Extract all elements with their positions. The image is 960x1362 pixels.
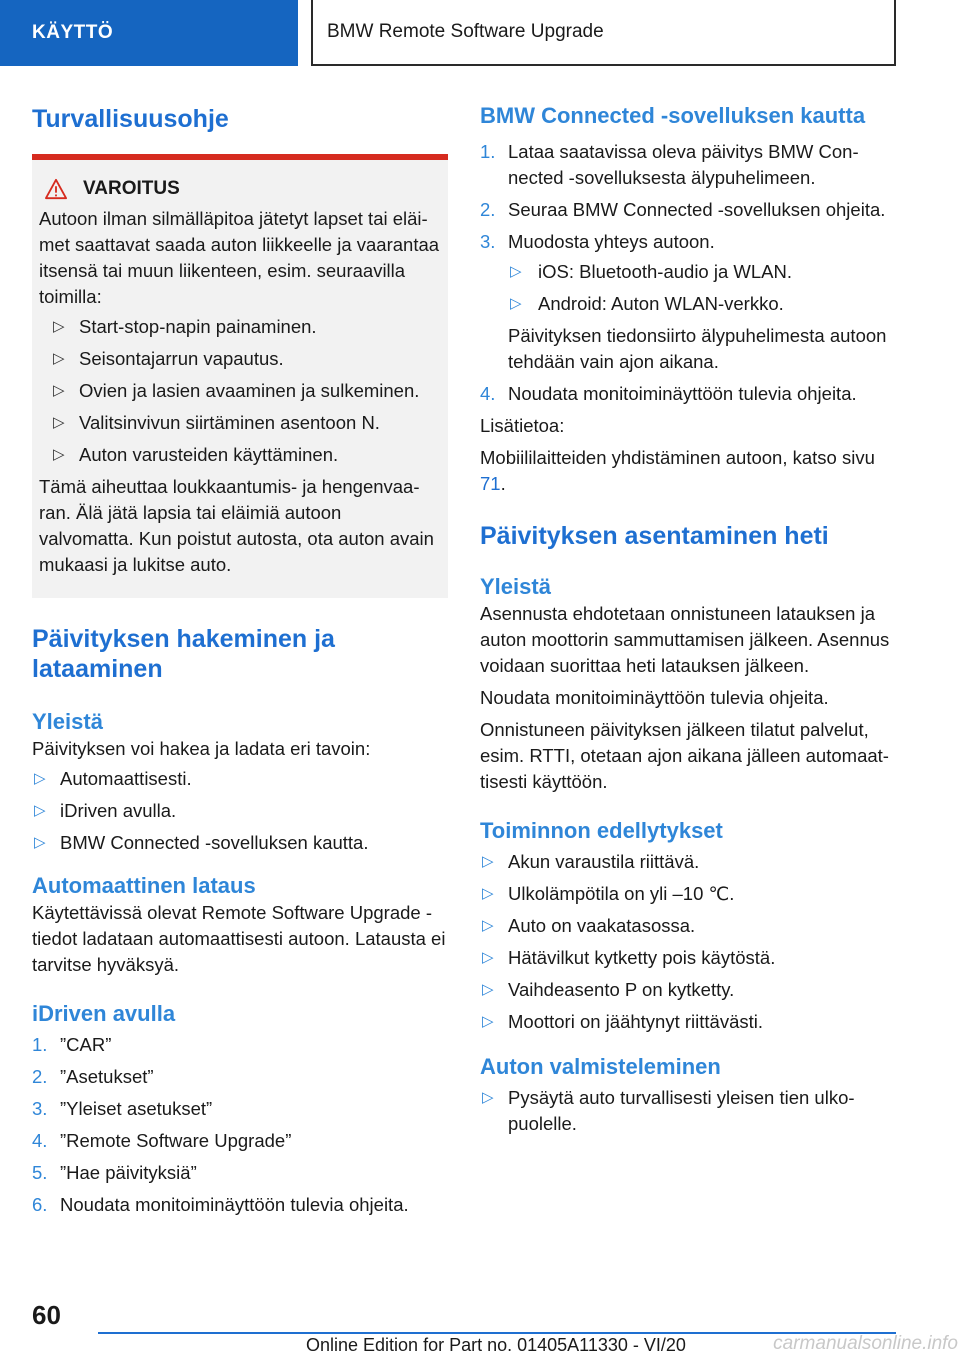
warning-header xyxy=(39,178,440,200)
list-item: ▷ BMW Connected -sovelluksen kautta. xyxy=(32,830,448,856)
bullet-triangle-icon: ▷ xyxy=(482,917,494,934)
edition-text: Online Edition for Part no. 01405A11330 - VI/20 xyxy=(306,1335,686,1355)
list-item: 3. Muodosta yhteys autoon. ▷ iOS: Bluetooth-audio ja WLAN. ▷ Android: Auton WLAN-verkko. Päivityksen tiedonsiirto älypuhelimesta autoon tehdään vain ajon aikana. xyxy=(480,229,896,375)
install-para-3: Onnistuneen päivityksen jälkeen tilatut palvelut, esim. RTTI, otetaan ajon aikana jälleen automaattisesti käyttöön. xyxy=(480,719,889,792)
bullet-triangle-icon: ▷ xyxy=(510,263,522,280)
general-list xyxy=(32,766,448,856)
app-sub-note: Päivityksen tiedonsiirto älypuhelimesta autoon tehdään vain ajon aikana. xyxy=(508,325,887,372)
list-item: 5. ”Hae päivityksiä” xyxy=(32,1162,197,1183)
list-item: ▷ Moottori on jäähtynyt riittävästi. xyxy=(480,1009,896,1035)
left-column xyxy=(32,92,448,1224)
bullet-triangle-icon: ▷ xyxy=(34,770,46,787)
install-general-heading: Yleistä xyxy=(480,574,551,599)
list-item: ▷ Hätävilkut kytketty pois käytöstä. xyxy=(480,945,896,971)
bullet-triangle-icon: ▷ xyxy=(53,318,65,335)
section-tab: KÄYTTÖ xyxy=(0,0,298,66)
warning-label: VAROITUS xyxy=(83,178,180,199)
warning-intro: Autoon ilman silmälläpitoa jätetyt lapset tai eläimet saattavat saada auton liikkeelle ja vaarantaa itsensä tai muun liikenteen, esim. seuraavilla toimilla: xyxy=(39,208,440,307)
bullet-triangle-icon: ▷ xyxy=(510,295,522,312)
app-steps xyxy=(480,139,896,407)
warning-list xyxy=(39,314,440,468)
more-info-label: Lisätietoa: xyxy=(480,415,565,436)
list-item: 6. Noudata monitoiminäyttöön tulevia ohjeita. xyxy=(32,1194,409,1215)
idrive-steps xyxy=(32,1032,448,1218)
bullet-triangle-icon: ▷ xyxy=(53,382,65,399)
list-item: ▷ Pysäytä auto turvallisesti yleisen tien ulkopuolelle. xyxy=(482,1087,855,1134)
bullet-triangle-icon: ▷ xyxy=(34,834,46,851)
general-text: Päivityksen voi hakea ja ladata eri tavoin: xyxy=(32,738,371,759)
bullet-triangle-icon: ▷ xyxy=(53,414,65,431)
list-item: ▷ Automaattisesti. xyxy=(32,766,448,792)
install-para-2: Noudata monitoiminäyttöön tulevia ohjeita. xyxy=(480,687,829,708)
list-item: ▷ Valitsinvivun siirtäminen asentoon N. xyxy=(39,410,440,436)
bullet-triangle-icon: ▷ xyxy=(482,1089,494,1106)
bullet-triangle-icon: ▷ xyxy=(34,802,46,819)
list-item: 2. ”Asetukset” xyxy=(32,1066,154,1087)
list-item: 1. ”CAR” xyxy=(32,1034,112,1055)
install-para-1: Asennusta ehdotetaan onnistuneen latauksen ja auton moottorin sammuttamisen jälkeen. Asennus voidaan suorittaa heti latauksen jälkeen. xyxy=(480,603,890,676)
list-item: ▷ Android: Auton WLAN-verkko. xyxy=(508,291,896,317)
list-item: 2. Seuraa BMW Connected -sovelluksen ohjeita. xyxy=(480,199,886,220)
auto-download-heading: Automaattinen lataus xyxy=(32,873,256,898)
page-header xyxy=(0,0,960,66)
bullet-triangle-icon: ▷ xyxy=(482,949,494,966)
requirements-list xyxy=(480,849,896,1035)
list-item: 4. ”Remote Software Upgrade” xyxy=(32,1130,292,1151)
list-item: ▷ Vaihdeasento P on kytketty. xyxy=(480,977,896,1003)
list-item: ▷ Start-stop-napin painaminen. xyxy=(39,314,440,340)
warning-box xyxy=(32,154,448,598)
list-item: ▷ Ulkolämpötila on yli –10 ℃. xyxy=(480,881,896,907)
bullet-triangle-icon: ▷ xyxy=(482,885,494,902)
requirements-heading: Toiminnon edellytykset xyxy=(480,818,723,843)
install-heading: Päivityksen asentaminen heti xyxy=(480,522,829,550)
page-number: 60 xyxy=(32,1300,61,1330)
chapter-title: BMW Remote Software Upgrade xyxy=(311,0,896,66)
watermark: carmanualsonline.info xyxy=(773,1333,958,1354)
list-item: ▷ iDriven avulla. xyxy=(32,798,448,824)
warning-outro: Tämä aiheuttaa loukkaantumis- ja hengenvaaran. Älä jätä lapsia tai eläimiä autoon valvomatta. Kun poistut autosta, ota auton avain mukaasi ja lukitse auto. xyxy=(39,476,434,575)
right-column xyxy=(480,102,896,1143)
bullet-triangle-icon: ▷ xyxy=(482,981,494,998)
list-item: 1. Lataa saatavissa oleva päivitys BMW Connected -sovelluksesta älypuhelimeen. xyxy=(480,141,859,188)
warning-triangle-icon xyxy=(45,178,67,200)
list-item: ▷ Seisontajarrun vapautus. xyxy=(39,346,440,372)
list-item: ▷ Ovien ja lasien avaaminen ja sulkeminen. xyxy=(39,378,440,404)
bullet-triangle-icon: ▷ xyxy=(482,853,494,870)
idrive-heading: iDriven avulla xyxy=(32,1001,176,1026)
app-heading: BMW Connected -sovelluksen kautta xyxy=(480,103,866,128)
auto-download-text: Käytettävissä olevat Remote Software Upgrade -tiedot ladataan automaattisesti autoon. Latausta ei tarvitse hyväksyä. xyxy=(32,902,446,975)
bullet-triangle-icon: ▷ xyxy=(482,1013,494,1030)
list-item: ▷ Auton varusteiden käyttäminen. xyxy=(39,442,440,468)
more-info-text: Mobiililaitteiden yhdistäminen autoon, katso sivu 71. xyxy=(480,447,875,494)
page-link[interactable]: 71 xyxy=(480,473,501,494)
bullet-triangle-icon: ▷ xyxy=(53,350,65,367)
list-item: 4. Noudata monitoiminäyttöön tulevia ohjeita. xyxy=(480,383,857,404)
list-item: ▷ iOS: Bluetooth-audio ja WLAN. xyxy=(508,259,896,285)
list-item: 3. ”Yleiset asetukset” xyxy=(32,1098,213,1119)
app-sublist xyxy=(508,259,896,317)
prep-heading: Auton valmisteleminen xyxy=(480,1054,721,1079)
safety-heading: Turvallisuusohje xyxy=(32,105,229,133)
list-item: ▷ Auto on vaakatasossa. xyxy=(480,913,896,939)
general-heading: Yleistä xyxy=(32,709,103,734)
prep-list xyxy=(480,1085,896,1137)
list-item: ▷ Akun varaustila riittävä. xyxy=(480,849,896,875)
bullet-triangle-icon: ▷ xyxy=(53,446,65,463)
search-heading: Päivityksen hakeminen ja lataaminen xyxy=(32,625,335,683)
